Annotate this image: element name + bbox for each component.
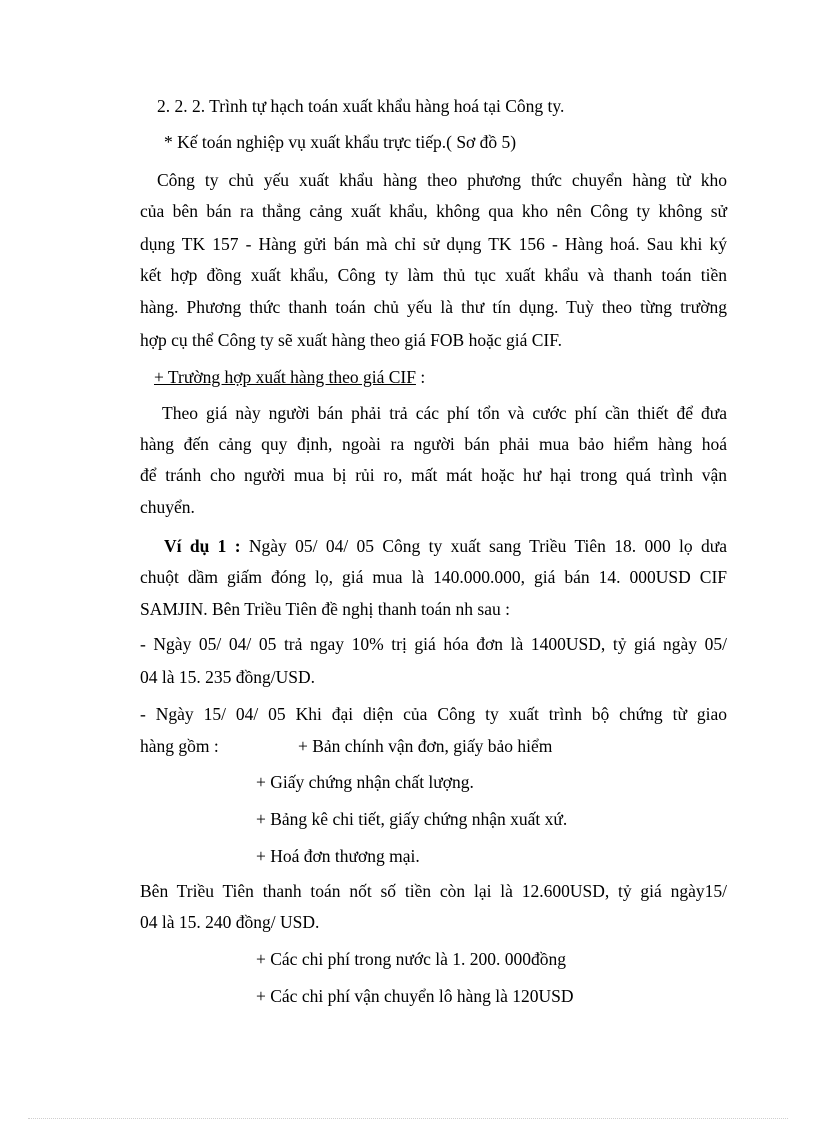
example-line-3: SAMJIN. Bên Triều Tiên đề nghị thanh toán nh sau : (140, 599, 510, 619)
para1-line-4: kết hợp đồng xuất khẩu, Công ty làm thủ tục xuất khẩu và thanh toán tiền (140, 265, 727, 285)
subsection-heading: * Kế toán nghiệp vụ xuất khẩu trực tiếp.( Sơ đồ 5) (164, 132, 517, 152)
example-line-1 (164, 535, 727, 557)
para1-line-6: hợp cụ thể Công ty sẽ xuất hàng theo giá FOB hoặc giá CIF. (140, 330, 562, 350)
example-line-2: chuột dầm giấm đóng lọ, giá mua là 140.000.000, giá bán 14. 000USD CIF (140, 567, 727, 587)
para2-line-4: chuyển. (140, 497, 195, 517)
document-item-4: + Hoá đơn thương mại. (256, 846, 420, 866)
payment1-line-1: - Ngày 05/ 04/ 05 trả ngay 10% trị giá hóa đơn là 1400USD, tỷ giá ngày 05/ (140, 634, 727, 654)
payment2-line-2-prefix: hàng gồm : (140, 736, 219, 756)
document-item-3: + Bảng kê chi tiết, giấy chứng nhận xuất xứ. (256, 809, 568, 829)
example-line-1-text: Ngày 05/ 04/ 05 Công ty xuất sang Triều Tiên 18. 000 lọ dưa (240, 536, 727, 556)
cif-case-colon: : (415, 367, 426, 387)
section-heading: 2. 2. 2. Trình tự hạch toán xuất khẩu hàng hoá tại Công ty. (157, 96, 565, 116)
document-item-2: + Giấy chứng nhận chất lượng. (256, 772, 474, 792)
payment1-line-2: 04 là 15. 235 đồng/USD. (140, 667, 315, 687)
cif-case-title: + Trường hợp xuất hàng theo giá CIF (154, 367, 416, 387)
cif-case-heading (154, 366, 425, 388)
para1-line-1: Công ty chủ yếu xuất khẩu hàng theo phương thức chuyển hàng từ kho (157, 170, 727, 190)
para1-line-2: của bên bán ra thẳng cảng xuất khẩu, không qua kho nên Công ty không sử (140, 201, 727, 221)
para2-line-2: hàng đến cảng quy định, ngoài ra người bán phải mua bảo hiểm hàng hoá (140, 434, 727, 454)
example-label: Ví dụ 1 : (164, 536, 241, 556)
para1-line-3: dụng TK 157 - Hàng gửi bán mà chỉ sử dụng TK 156 - Hàng hoá. Sau khi ký (140, 234, 727, 254)
para2-line-1: Theo giá này người bán phải trả các phí tổn và cước phí cần thiết để đưa (162, 403, 727, 423)
para1-line-5: hàng. Phương thức thanh toán chủ yếu là thư tín dụng. Tuỳ theo từng trường (140, 297, 727, 317)
remaining-line-2: 04 là 15. 240 đồng/ USD. (140, 912, 320, 932)
cost-item-2: + Các chi phí vận chuyển lô hàng là 120USD (256, 986, 574, 1006)
para2-line-3: để tránh cho người mua bị rủi ro, mất mát hoặc hư hại trong quá trình vận (140, 465, 727, 485)
remaining-line-1: Bên Triều Tiên thanh toán nốt số tiền còn lại là 12.600USD, tỷ giá ngày15/ (140, 881, 727, 901)
cost-item-1: + Các chi phí trong nước là 1. 200. 000đồng (256, 949, 567, 969)
page-bottom-divider (28, 1118, 788, 1119)
document-item-1: + Bản chính vận đơn, giấy bảo hiểm (298, 736, 553, 756)
payment2-line-1: - Ngày 15/ 04/ 05 Khi đại diện của Công ty xuất trình bộ chứng từ giao (140, 704, 727, 724)
